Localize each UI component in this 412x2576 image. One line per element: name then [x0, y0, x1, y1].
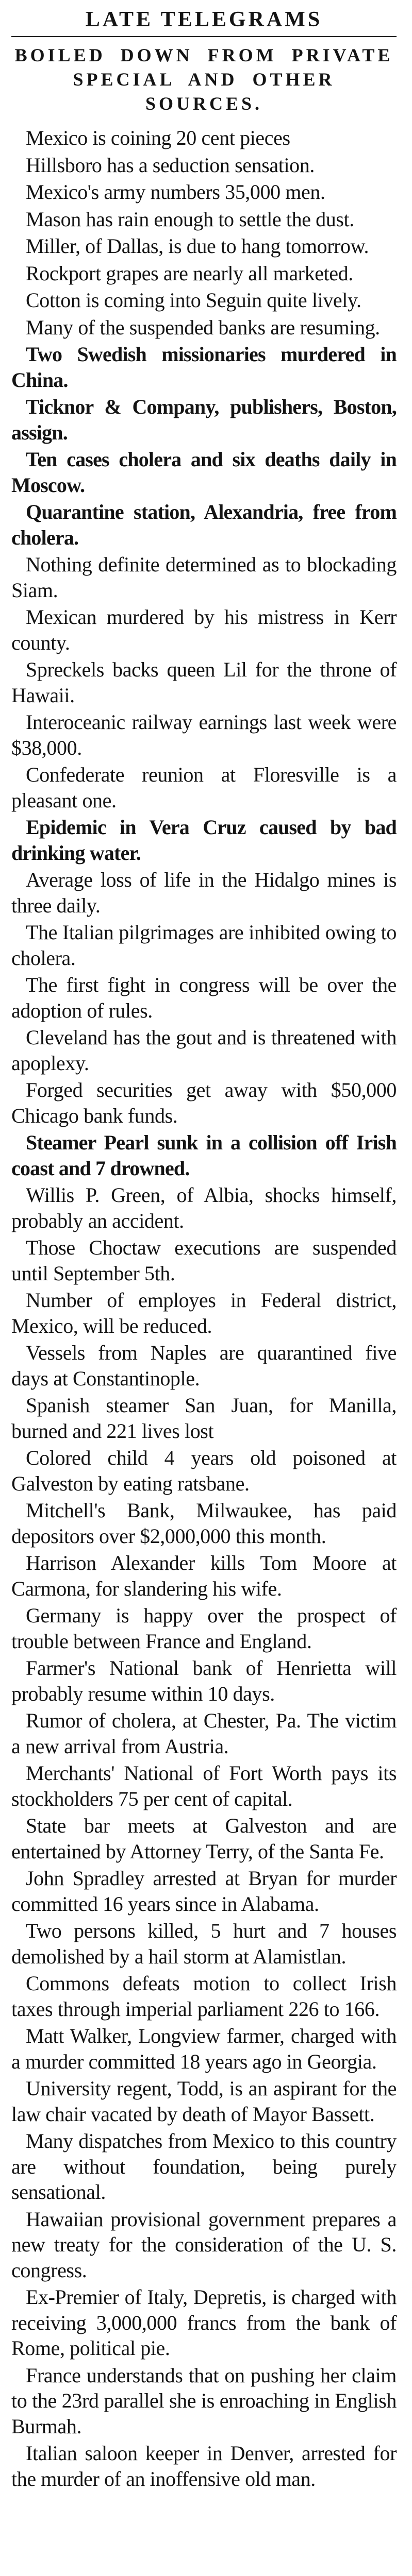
- telegram-item: Hawaiian provisional government prepares a new treaty for the consideration of the U. S. congress.: [11, 2207, 397, 2282]
- telegram-item: Mason has rain enough to settle the dust.: [26, 207, 354, 231]
- telegram-item: Rumor of cholera, at Chester, Pa. The victim a new arrival from Austria.: [11, 1709, 397, 1758]
- telegram-item: Interoceanic railway earnings last week were $38,000.: [11, 710, 397, 759]
- telegram-item: John Spradley arrested at Bryan for murder committed 16 years since in Alabama.: [11, 1867, 397, 1916]
- telegram-item: Spreckels backs queen Lil for the throne of Hawaii.: [11, 658, 397, 707]
- headline-rule: [11, 36, 397, 37]
- telegram-item: Ten cases cholera and six deaths daily in Moscow.: [11, 448, 397, 497]
- telegram-item: The first fight in congress will be over the adoption of rules.: [11, 973, 397, 1022]
- column-subhead: BOILED DOWN FROM PRIVATE SPECIAL AND OTHER SOURCES.: [14, 45, 393, 114]
- telegram-item: Epidemic in Vera Cruz caused by bad drinking water.: [11, 816, 397, 865]
- telegram-item: Quarantine station, Alexandria, free from cholera.: [11, 500, 397, 549]
- telegram-item: Two persons killed, 5 hurt and 7 houses demolished by a hail storm at Alamistlan.: [11, 1919, 397, 1968]
- telegram-item: Mitchell's Bank, Milwaukee, has paid depositors over $2,000,000 this month.: [11, 1499, 397, 1548]
- telegram-item: Confederate reunion at Floresville is a pleasant one.: [11, 763, 397, 812]
- telegram-item: Germany is happy over the prospect of trouble between France and England.: [11, 1604, 397, 1653]
- telegram-item: Number of employes in Federal district, Mexico, will be reduced.: [11, 1289, 397, 1337]
- telegram-item: Matt Walker, Longview farmer, charged with a murder committed 18 years ago in Georgia.: [11, 2024, 397, 2073]
- telegram-item: Mexican murdered by his mistress in Kerr county.: [11, 605, 397, 654]
- telegram-list: [11, 125, 397, 2493]
- telegram-item: Many of the suspended banks are resuming.: [26, 315, 380, 339]
- telegram-item: Commons defeats motion to collect Irish taxes through imperial parliament 226 to 166.: [11, 1972, 397, 2021]
- telegram-item: University regent, Todd, is an aspirant for the law chair vacated by death of Mayor Bassett.: [11, 2077, 397, 2126]
- telegram-item: Cotton is coming into Seguin quite lively.: [26, 289, 361, 312]
- telegram-item: Average loss of life in the Hidalgo mines is three daily.: [11, 868, 397, 917]
- telegram-item: Rockport grapes are nearly all marketed.: [26, 261, 353, 285]
- telegram-item: Nothing definite determined as to blockading Siam.: [11, 553, 397, 602]
- telegram-item: Ticknor & Company, publishers, Boston, assign.: [11, 395, 397, 444]
- telegram-item: State bar meets at Galveston and are entertained by Attorney Terry, of the Santa Fe.: [11, 1814, 397, 1863]
- telegram-item: Forged securities get away with $50,000 Chicago bank funds.: [11, 1078, 397, 1127]
- telegram-item: Vessels from Naples are quarantined five days at Constantinople.: [11, 1341, 397, 1390]
- telegram-item: Many dispatches from Mexico to this country are without foundation, being purely sensational.: [11, 2129, 397, 2204]
- column-headline: LATE TELEGRAMS: [85, 8, 323, 31]
- telegram-item: Steamer Pearl sunk in a collision off Irish coast and 7 drowned.: [11, 1131, 397, 1180]
- telegram-item: Ex-Premier of Italy, Depretis, is charged with receiving 3,000,000 francs from the bank of Rome, political pie.: [11, 2285, 397, 2360]
- telegram-item: Merchants' National of Fort Worth pays its stockholders 75 per cent of capital.: [11, 1761, 397, 1810]
- telegram-item: France understands that on pushing her claim to the 23rd parallel she is enroaching in English Burmah.: [11, 2363, 397, 2438]
- telegram-item: Willis P. Green, of Albia, shocks himself, probably an accident.: [11, 1183, 397, 1232]
- telegram-item: Farmer's National bank of Henrietta will probably resume within 10 days.: [11, 1656, 397, 1705]
- telegram-item: Spanish steamer San Juan, for Manilla, burned and 221 lives lost: [11, 1394, 397, 1443]
- telegram-item: The Italian pilgrimages are inhibited owing to cholera.: [11, 921, 397, 970]
- telegram-item: Colored child 4 years old poisoned at Galveston by eating ratsbane.: [11, 1446, 397, 1495]
- telegram-item: Two Swedish missionaries murdered in China.: [11, 343, 397, 392]
- telegram-item: Italian saloon keeper in Denver, arrested for the murder of an inoffensive old man.: [11, 2442, 397, 2490]
- telegram-item: Harrison Alexander kills Tom Moore at Carmona, for slandering his wife.: [11, 1551, 397, 1600]
- telegram-item: Mexico's army numbers 35,000 men.: [26, 180, 325, 204]
- telegram-item: Cleveland has the gout and is threatened with apoplexy.: [11, 1026, 397, 1075]
- telegram-item: Those Choctaw executions are suspended until September 5th.: [11, 1236, 397, 1285]
- telegram-item: Miller, of Dallas, is due to hang tomorrow.: [26, 234, 369, 258]
- telegram-item: Hillsboro has a seduction sensation.: [26, 153, 315, 177]
- telegram-item: Mexico is coining 20 cent pieces: [26, 126, 290, 149]
